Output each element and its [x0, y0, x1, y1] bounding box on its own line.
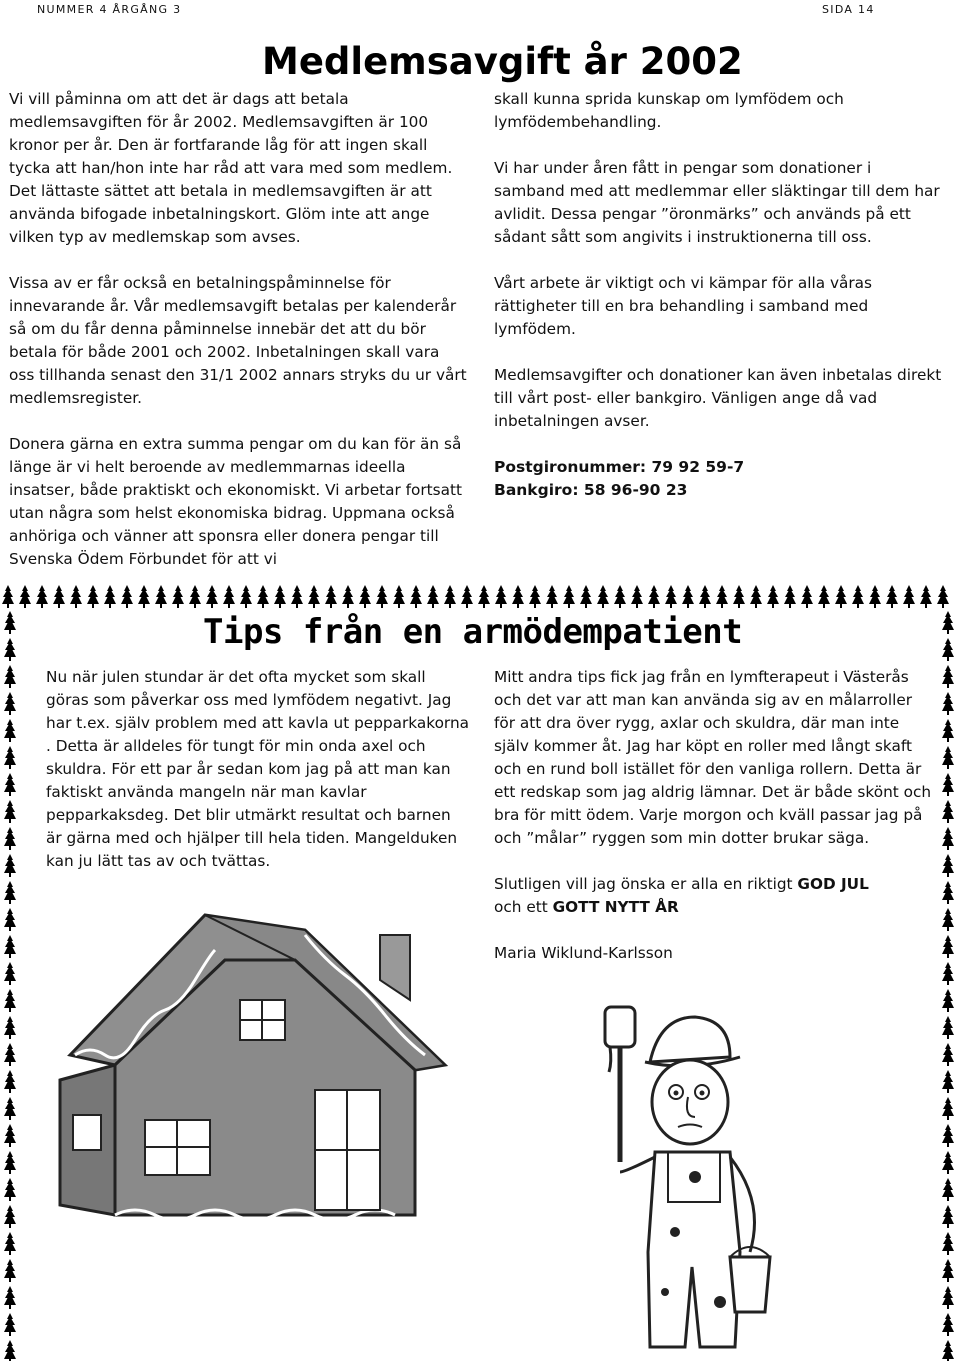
tree-icon: [2, 585, 14, 608]
tree-icon: [942, 1178, 954, 1201]
tree-icon: [942, 1124, 954, 1147]
tree-icon: [138, 585, 150, 608]
tree-icon: [53, 585, 65, 608]
tree-icon: [942, 854, 954, 877]
tree-icon: [767, 585, 779, 608]
tree-icon: [4, 1313, 16, 1336]
tree-icon: [4, 638, 16, 661]
tree-icon: [4, 854, 16, 877]
tree-icon: [784, 585, 796, 608]
page-number: SIDA 14: [822, 3, 875, 16]
tree-icon: [942, 908, 954, 931]
tree-icon: [478, 585, 490, 608]
membership-left-column: [9, 88, 469, 571]
paragraph: skall kunna sprida kunskap om lymfödem och lymfödembehandling.: [494, 90, 844, 131]
tree-icon: [869, 585, 881, 608]
god-jul: GOD JUL: [797, 875, 869, 893]
tree-icon: [942, 1070, 954, 1093]
tree-icon: [325, 585, 337, 608]
tree-icon: [121, 585, 133, 608]
tree-icon: [393, 585, 405, 608]
tree-icon: [597, 585, 609, 608]
bankgiro-number: Bankgiro: 58 96-90 23: [494, 481, 688, 499]
tree-icon: [155, 585, 167, 608]
tree-icon: [563, 585, 575, 608]
tree-icon: [4, 719, 16, 742]
paragraph: Nu när julen stundar är det ofta mycket som skall göras som påverkar oss med lymfödem negativt. Jag har t.ex. själv problem med att kavla ut pepparkakorna . Detta är alldeles för tungt för min onda axel och skuldra. För ett par år sedan kom jag på att man kan faktiskt använda mangeln när man kavlar pepparkaksdeg. Det blir utmärkt resultat och barnen är gärna med och hjälper till hela tiden. Mangelduken kan ju lätt tas av och tvättas.: [46, 668, 470, 870]
tree-icon: [4, 962, 16, 985]
tree-icon: [942, 881, 954, 904]
tree-icon: [376, 585, 388, 608]
tree-icon: [942, 692, 954, 715]
paragraph: Vi har under åren fått in pengar som donationer i samband med att medlemmar eller släktingar till dem har avlidit. Dessa pengar ”öronmärks” och används på ett sådant sått som angivits i instruktionerna till oss.: [494, 159, 940, 246]
tree-icon: [648, 585, 660, 608]
paragraph: Medlemsavgifter och donationer kan även inbetalas direkt till vårt post- eller bankgiro. Vänligen ange då vad inbetalningen avser.: [494, 366, 942, 430]
tree-icon: [631, 585, 643, 608]
tree-icon: [461, 585, 473, 608]
tree-icon: [920, 585, 932, 608]
tree-icon: [4, 1043, 16, 1066]
tree-icon: [942, 827, 954, 850]
tree-icon: [4, 908, 16, 931]
tree-icon: [104, 585, 116, 608]
tree-icon: [942, 1340, 954, 1361]
tree-icon: [512, 585, 524, 608]
tree-icon: [942, 1151, 954, 1174]
paragraph: Mitt andra tips fick jag från en lymfterapeut i Västerås och det var att man kan använda sig av en målarroller för att dra över rygg, axlar och skuldra, där man inte själv kommer åt. Jag har köpt en roller med långt skaft och en rund boll istället för den vanliga rollern. Detta är ett redskap som jag aldrig lämnar. Det är både skönt och bra för mitt ödem. Varje morgon och kväll passar jag på och ”målar” ryggen som min dotter brukar säga.: [494, 668, 932, 847]
tree-icon: [4, 827, 16, 850]
tree-icon: [937, 585, 949, 608]
paragraph: Vissa av er får också en betalningspåminnelse för innevarande år. Vår medlemsavgift betalas per kalenderår så om du får denna påminnelse innebär det att du bör betala för både 2001 och 2002. Inbetalningen skall vara oss tillhanda senast den 31/1 2002 annars stryks du ur vårt medlemsregister.: [9, 274, 467, 407]
tree-icon: [257, 585, 269, 608]
paragraph: Donera gärna en extra summa pengar om du kan för än så länge är vi helt beroende av medlemmarnas ideella insatser, både praktiskt och ekonomiskt. Vi arbetar fortsatt utan några som helst ekonomiska bidrag. Uppmana också anhöriga och vänner att sponsra eller donera pengar till Svenska Ödem Förbundet för att vi: [9, 435, 462, 568]
tree-icon: [942, 1313, 954, 1336]
tree-icon: [189, 585, 201, 608]
tree-icon: [4, 1232, 16, 1255]
tree-icon: [942, 962, 954, 985]
tree-icon: [4, 1286, 16, 1309]
tree-icon: [206, 585, 218, 608]
tree-icon: [19, 585, 31, 608]
tree-icon: [942, 665, 954, 688]
tree-icon: [444, 585, 456, 608]
tree-icon: [4, 989, 16, 1012]
tree-icon: [942, 1205, 954, 1228]
tree-icon: [942, 935, 954, 958]
tree-icon: [4, 773, 16, 796]
tree-icon: [308, 585, 320, 608]
tree-icon: [4, 1259, 16, 1282]
tree-icon: [4, 692, 16, 715]
tree-icon: [903, 585, 915, 608]
tree-icon: [942, 1097, 954, 1120]
tree-icon: [942, 638, 954, 661]
tree-icon: [240, 585, 252, 608]
postgiro-number: Postgironummer: 79 92 59-7: [494, 458, 745, 476]
tree-icon: [614, 585, 626, 608]
tree-icon: [4, 881, 16, 904]
tree-icon: [70, 585, 82, 608]
tree-icon: [427, 585, 439, 608]
article-title-membership: Medlemsavgift år 2002: [262, 40, 743, 83]
tree-icon: [4, 1097, 16, 1120]
tree-icon: [699, 585, 711, 608]
tips-right-column: [494, 666, 934, 988]
tree-icon: [942, 611, 954, 634]
gingerbread-house-icon: [55, 905, 475, 1240]
tree-icon: [665, 585, 677, 608]
tree-icon: [4, 1340, 16, 1361]
tree-icon: [852, 585, 864, 608]
tree-icon: [942, 773, 954, 796]
tree-icon: [801, 585, 813, 608]
tree-icon: [750, 585, 762, 608]
tree-icon: [546, 585, 558, 608]
tree-icon: [942, 746, 954, 769]
tree-icon: [682, 585, 694, 608]
tree-icon: [529, 585, 541, 608]
tree-icon: [942, 800, 954, 823]
tree-icon: [4, 1016, 16, 1039]
tree-icon: [4, 1151, 16, 1174]
tree-icon: [818, 585, 830, 608]
tips-left-column: [46, 666, 471, 873]
tree-icon: [410, 585, 422, 608]
painter-icon: [580, 1002, 790, 1357]
tree-icon: [359, 585, 371, 608]
tree-icon: [291, 585, 303, 608]
tree-icon: [4, 1124, 16, 1147]
tree-icon: [495, 585, 507, 608]
paragraph: Vi vill påminna om att det är dags att betala medlemsavgiften för år 2002. Medlemsavgiften är 100 kronor per år. Den är fortfarande låg för att ingen skall tycka att han/hon inte har råd att vara med som medlem. Det lättaste sättet att betala in medlemsavgiften är att använda bifogade inbetalningskort. Glöm inte att ange vilken typ av medlemskap som avses.: [9, 90, 453, 246]
tree-icon: [942, 1286, 954, 1309]
tree-icon: [4, 1205, 16, 1228]
tree-icon: [274, 585, 286, 608]
tree-icon: [4, 611, 16, 634]
tree-icon: [942, 719, 954, 742]
tree-icon: [942, 1232, 954, 1255]
tree-icon: [716, 585, 728, 608]
tree-icon: [223, 585, 235, 608]
tree-icon: [886, 585, 898, 608]
tree-icon: [942, 1016, 954, 1039]
tree-icon: [4, 1178, 16, 1201]
tree-icon: [942, 1043, 954, 1066]
gott-nytt-ar: GOTT NYTT ÅR: [552, 898, 679, 916]
closing-greeting: Slutligen vill jag önska er alla en riktigt GOD JUL och ett GOTT NYTT ÅR: [494, 875, 869, 916]
paragraph: Vårt arbete är viktigt och vi kämpar för alla våras rättigheter till en bra behandling i samband med lymfödem.: [494, 274, 873, 338]
tree-icon: [87, 585, 99, 608]
tree-icon: [4, 1070, 16, 1093]
tree-icon: [4, 800, 16, 823]
tree-icon: [172, 585, 184, 608]
tree-icon: [580, 585, 592, 608]
tree-icon: [36, 585, 48, 608]
tree-icon: [4, 665, 16, 688]
tree-icon: [835, 585, 847, 608]
tree-icon: [342, 585, 354, 608]
tree-icon: [733, 585, 745, 608]
tree-icon: [942, 1259, 954, 1282]
signature: Maria Wiklund-Karlsson: [494, 944, 673, 962]
tree-icon: [4, 746, 16, 769]
membership-right-column: [494, 88, 944, 502]
tree-icon: [942, 989, 954, 1012]
tree-icon: [4, 935, 16, 958]
issue-number: NUMMER 4 ÅRGÅNG 3: [37, 3, 182, 16]
article-title-tips: Tips från en armödempatient: [203, 612, 743, 652]
